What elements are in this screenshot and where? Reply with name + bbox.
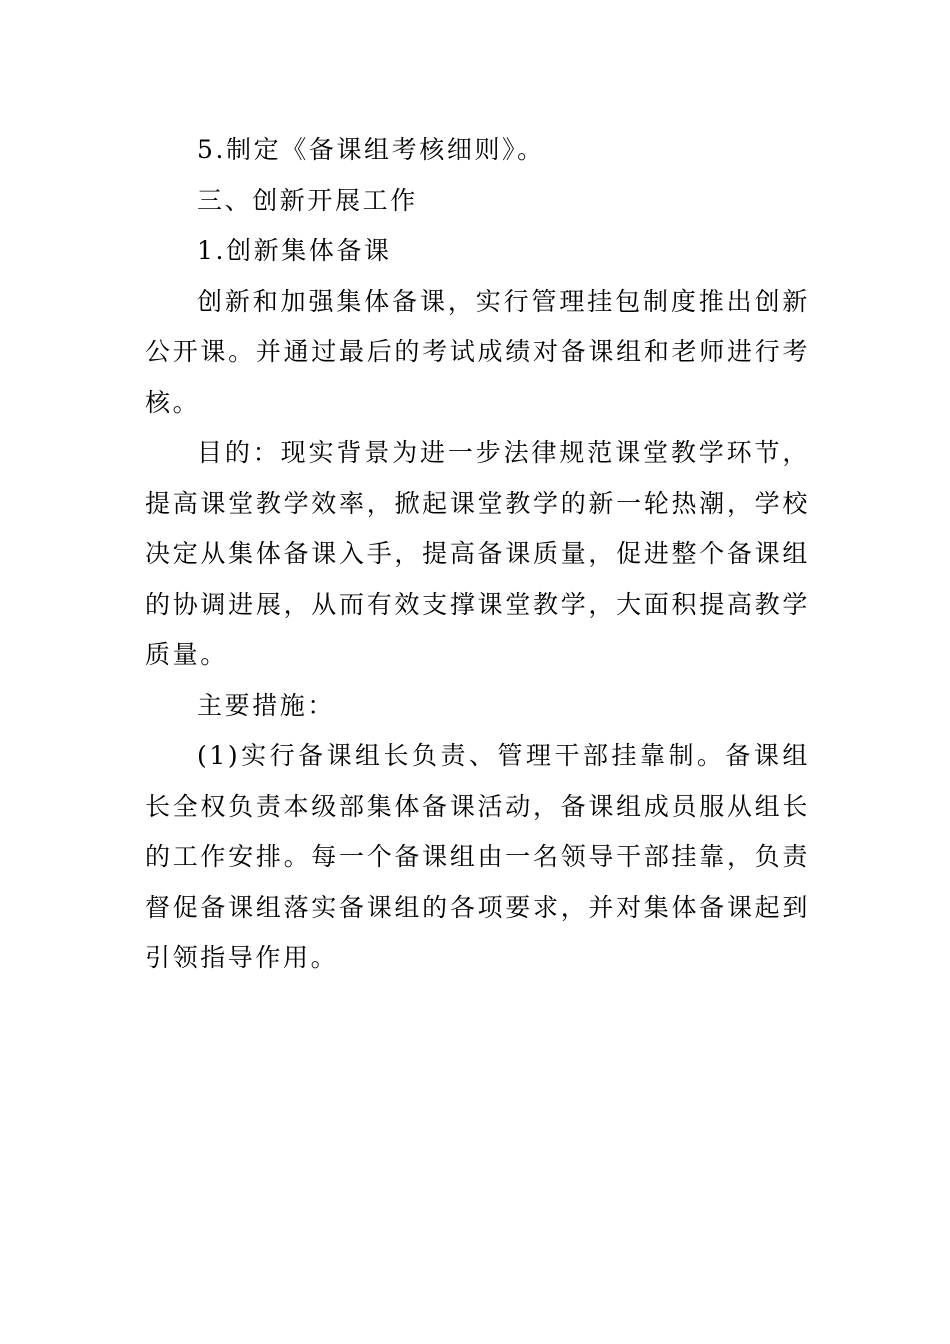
paragraph-item-rules: 5.制定《备课组考核细则》。 [197,135,545,164]
paragraph-purpose: 目的：现实背景为进一步法律规范课堂教学环节，提高课堂教学效率，掀起课堂教学的新一轮热潮，学校决定从集体备课入手，提高备课质量，促进整个备课组的协调进展，从而有效支撑课堂教学，大面积提高教学质量。 [145,438,810,669]
paragraph-measure-1: (1)实行备课组长负责、管理干部挂靠制。备课组长全权负责本级部集体备课活动，备课组成员服从组长的工作安排。每一个备课组由一名领导干部挂靠，负责督促备课组落实备课组的各项要求，并对集体备课起到引领指导作用。 [145,741,810,972]
subsection-heading: 1.创新集体备课 [197,236,392,265]
paragraph-intro: 创新和加强集体备课，实行管理挂包制度推出创新公开课。并通过最后的考试成绩对备课组和老师进行考核。 [145,286,810,417]
section-heading: 三、创新开展工作 [197,185,418,215]
paragraph-measures-heading: 主要措施： [197,690,336,720]
document-body [145,125,810,984]
